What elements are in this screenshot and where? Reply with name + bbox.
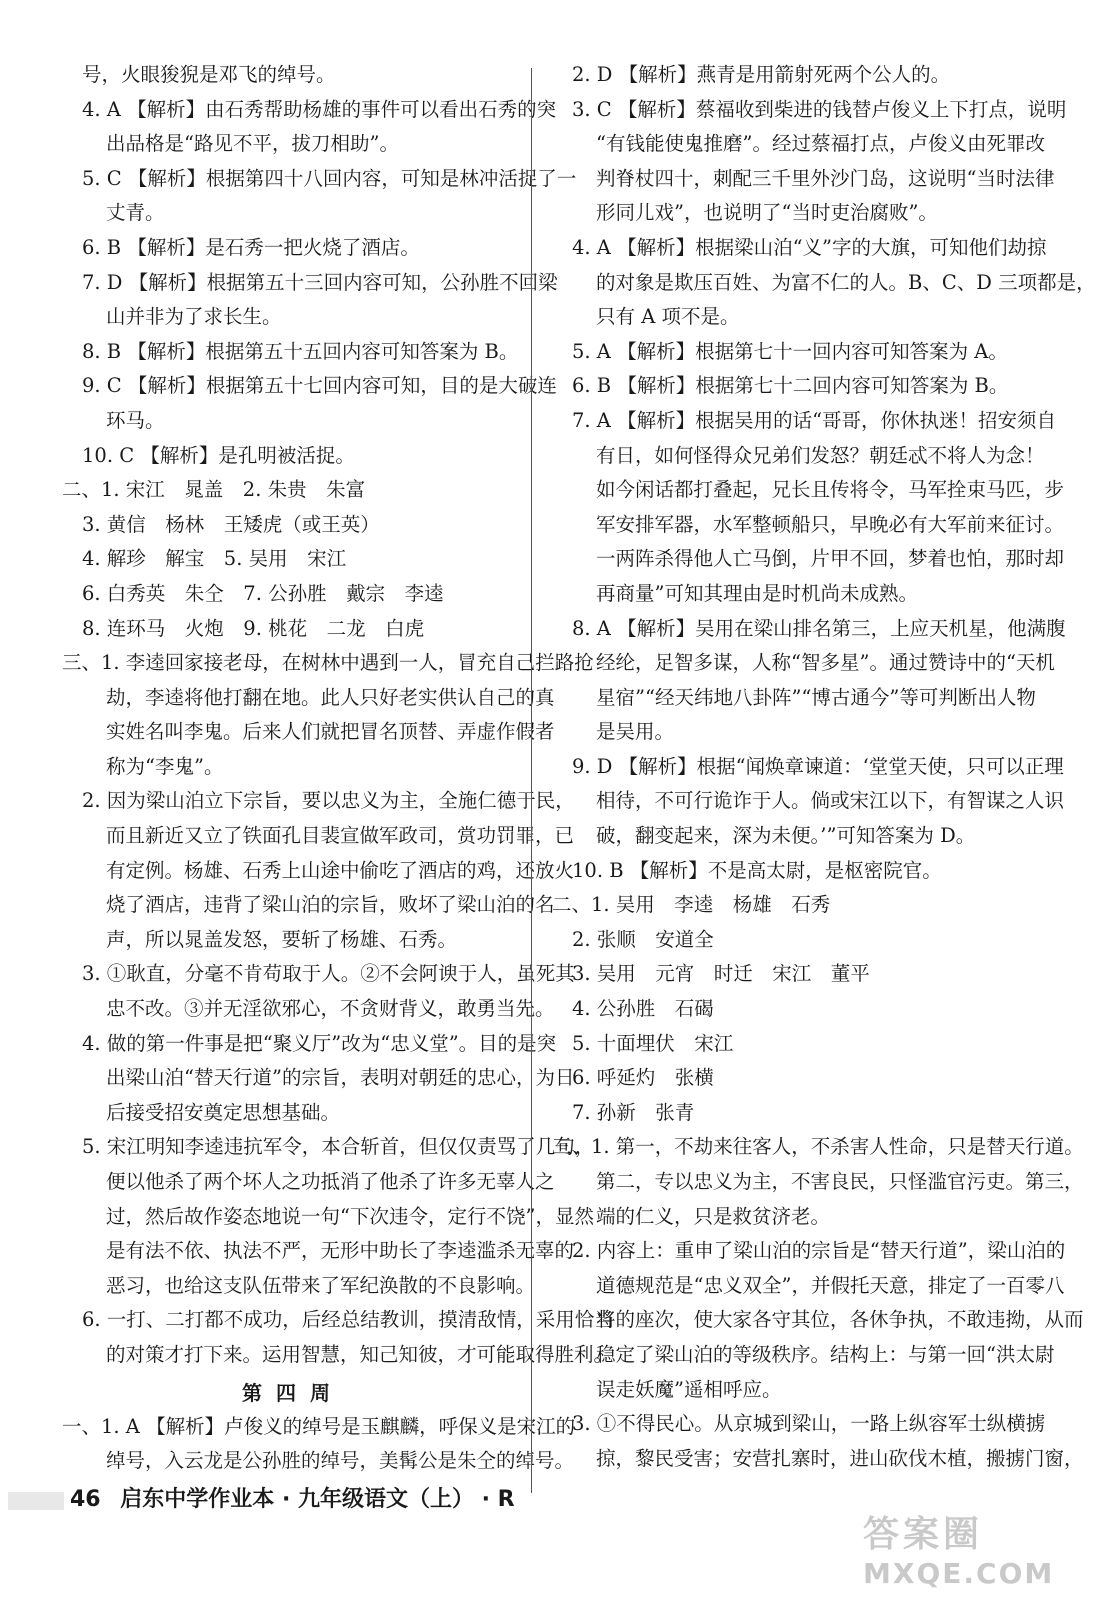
- text-line: 9. C 【解析】根据第五十七回内容可知，目的是大破连: [82, 374, 557, 398]
- watermark-bottom: MXQE.COM: [863, 1557, 1055, 1590]
- text-line: 丈青。: [106, 201, 165, 225]
- text-line: 三、1. 第一，不劫来往客人，不杀害人性命，只是替天行道。: [552, 1135, 1084, 1159]
- page-number: 46: [70, 1487, 101, 1512]
- text-line: 劫，李逵将他打翻在地。此人只好老实供认自己的真: [106, 685, 555, 709]
- text-line: 4. A 【解析】根据梁山泊“义”字的大旗，可知他们劫掠: [572, 235, 1047, 259]
- text-line: 8. B 【解析】根据第五十五回内容可知答案为 B。: [82, 339, 519, 363]
- text-line: 军安排军器，水军整顿船只，早晚必有大军前来征讨。: [596, 512, 1065, 536]
- text-line: 2. 因为梁山泊立下宗旨，要以忠义为主，全施仁德于民，: [82, 789, 575, 813]
- text-line: 掠，黎民受害；安营扎寨时，进山砍伐木植，搬掳门窗，: [596, 1446, 1084, 1470]
- text-line: 2. 张顺 安道全: [572, 927, 714, 951]
- watermark-logo: [863, 1506, 1055, 1594]
- text-line: 再商量”可知其理由是时机尚未成熟。: [596, 581, 918, 605]
- text-line: 山并非为了求长生。: [106, 305, 282, 329]
- text-line: 5. C 【解析】根据第四十八回内容，可知是林冲活捉了一: [82, 166, 577, 190]
- text-line: 绰号，入云龙是公孙胜的绰号，美髯公是朱仝的绰号。: [106, 1449, 575, 1473]
- text-line: 7. A 【解析】根据吴用的话“哥哥，你休执迷！招安须自: [572, 408, 1057, 432]
- text-line: 4. 解珍 解宝 5. 吴用 宋江: [82, 547, 347, 571]
- text-line: 6. 白秀英 朱仝 7. 公孙胜 戴宗 李逵: [82, 581, 444, 605]
- column-divider: [531, 68, 532, 1493]
- text-line: 7. D 【解析】根据第五十三回内容可知，公孙胜不回梁: [82, 270, 558, 294]
- text-line: 6. B 【解析】根据第七十二回内容可知答案为 B。: [572, 374, 1009, 398]
- text-line: 恶习，也给这支队伍带来了军纪涣散的不良影响。: [106, 1273, 536, 1297]
- text-line: 一两阵杀得他人亡马倒，片甲不回，梦着也怕，那时却: [596, 547, 1065, 571]
- section-heading: 第四周: [242, 1380, 344, 1405]
- text-line: 如今闲话都打叠起，兄长且传将令，马军拴束马匹，步: [596, 478, 1065, 502]
- text-line: 2. D 【解析】燕青是用箭射死两个公人的。: [572, 63, 951, 86]
- text-line: 3. C 【解析】蔡福收到柴进的钱替卢俊义上下打点，说明: [572, 97, 1067, 121]
- text-line: 号，火眼狻猊是邓飞的绰号。: [82, 63, 336, 86]
- watermark-top: 答案圈: [863, 1514, 984, 1555]
- text-line: 的对策才打下来。运用智慧，知己知彼，才可能取得胜利。: [106, 1342, 614, 1366]
- text-line: 误走妖魔”遥相呼应。: [596, 1377, 782, 1401]
- text-line: 只有 A 项不是。: [596, 305, 740, 329]
- text-line: 破，翻变起来，深为未便。’”可知答案为 D。: [596, 824, 976, 848]
- text-line: 将的座次，使大家各守其位，各休争执，不敢违拗，从而: [596, 1308, 1084, 1332]
- text-line: 的对象是欺压百姓、为富不仁的人。B、C、D 三项都是，: [596, 270, 1096, 294]
- text-line: 3. ①不得民心。从京城到梁山，一路上纵容军士纵横掳: [572, 1412, 1046, 1436]
- text-line: 一、1. A 【解析】卢俊义的绰号是玉麒麟，呼保义是宋江的: [62, 1414, 576, 1438]
- text-line: 4. 做的第一件事是把“聚义厅”改为“忠义堂”。目的是突: [82, 1031, 557, 1055]
- text-line: 5. 宋江明知李逵违抗军令，本合斩首，但仅仅责骂了几句，: [82, 1135, 595, 1159]
- text-line: 便以他杀了两个坏人之功抵消了他杀了许多无辜人之: [106, 1170, 555, 1193]
- text-line: 9. D 【解析】根据“闻焕章谏道：‘堂堂天使，只可以正理: [572, 754, 1064, 778]
- text-line: 烧了酒店，违背了梁山泊的宗旨，败坏了梁山泊的名: [106, 893, 555, 917]
- footer-bar: [8, 1492, 64, 1510]
- right-column: [552, 58, 1096, 1476]
- text-line: 有定例。杨雄、石秀上山途中偷吃了酒店的鸡，还放火: [106, 858, 575, 882]
- text-line: 二、1. 吴用 李逵 杨雄 石秀: [552, 893, 831, 917]
- text-line: 8. A 【解析】吴用在梁山排名第三，上应天机星，他满腹: [572, 616, 1066, 640]
- text-line: 稳定了梁山泊的等级秩序。结构上：与第一回“洪太尉: [596, 1342, 1055, 1366]
- text-line: 环马。: [106, 408, 165, 432]
- text-line: “有钱能使鬼推磨”。经过蔡福打点，卢俊义由死罪改: [596, 132, 1045, 156]
- text-line: 星宿”“经天纬地八卦阵”“博古通今”等可判断出人物: [596, 685, 1036, 709]
- text-line: 3. 黄信 杨林 王矮虎（或王英）: [82, 512, 380, 536]
- text-line: 实姓名叫李鬼。后来人们就把冒名顶替、弄虚作假者: [106, 720, 555, 744]
- text-line: 有日，如何怪得众兄弟们发怒？朝廷忒不将人为念！: [596, 443, 1045, 467]
- text-line: 而且新近又立了铁面孔目裴宣做军政司，赏功罚罪，已: [106, 824, 575, 848]
- text-line: 经纶，足智多谋，人称“智多星”。通过赞诗中的“天机: [596, 651, 1055, 675]
- text-line: 判脊杖四十，刺配三千里外沙门岛，这说明“当时法律: [596, 166, 1055, 190]
- text-line: 后接受招安奠定思想基础。: [106, 1100, 341, 1124]
- text-line: 3. 吴用 元宵 时迁 宋江 董平: [572, 962, 870, 986]
- text-line: 过，然后故作姿态地说一句“下次违令，定行不饶”，显然: [106, 1204, 594, 1228]
- book-title: 启东中学作业本 · 九年级语文（上） · R: [120, 1487, 515, 1512]
- text-line: 3. ①耿直，分毫不肯苟取于人。②不会阿谀于人，虽死其: [82, 962, 575, 986]
- text-line: 出品格是“路见不平，拔刀相助”。: [106, 132, 399, 156]
- text-line: 出梁山泊“替天行道”的宗旨，表明对朝廷的忠心，为日: [106, 1066, 575, 1090]
- text-line: 2. 内容上：重申了梁山泊的宗旨是“替天行道”，梁山泊的: [572, 1239, 1066, 1263]
- text-line: 是有法不依、执法不严，无形中助长了李逵滥杀无辜的: [106, 1239, 575, 1263]
- text-line: 相待，不可行诡诈于人。倘或宋江以下，有智谋之人识: [596, 789, 1065, 813]
- footer-text: [70, 1482, 515, 1518]
- text-line: 6. 呼延灼 张横: [572, 1066, 714, 1090]
- text-line: 三、1. 李逵回家接老母，在树林中遇到一人，冒充自己拦路抢: [62, 651, 594, 675]
- text-line: 端的仁义，只是救贫济老。: [596, 1204, 831, 1228]
- text-line: 二、1. 宋江 晁盖 2. 朱贵 朱富: [62, 478, 366, 502]
- text-line: 5. 十面埋伏 宋江: [572, 1031, 734, 1055]
- left-column: [62, 58, 614, 1479]
- text-line: 6. 一打、二打都不成功，后经总结教训，摸清敌情，采用恰当: [82, 1308, 614, 1332]
- text-line: 道德规范是“忠义双全”，并假托天意，排定了一百零八: [596, 1273, 1065, 1297]
- text-line: 是吴用。: [596, 720, 675, 744]
- text-line: 忠不改。③并无淫欲邪心，不贪财背义，敢勇当先。: [106, 997, 555, 1021]
- text-line: 5. A 【解析】根据第七十一回内容可知答案为 A。: [572, 339, 1008, 363]
- text-line: 10. B 【解析】不是高太尉，是枢密院官。: [572, 858, 942, 882]
- text-line: 8. 连环马 火炮 9. 桃花 二龙 白虎: [82, 616, 425, 640]
- text-line: 形同儿戏”，也说明了“当时吏治腐败”。: [596, 201, 938, 225]
- text-line: 10. C 【解析】是孔明被活捉。: [82, 443, 355, 467]
- text-line: 7. 孙新 张青: [572, 1100, 695, 1124]
- text-line: 第二，专以忠义为主，不害良民，只怪滥官污吏。第三，: [596, 1170, 1084, 1193]
- text-line: 6. B 【解析】是石秀一把火烧了酒店。: [82, 235, 420, 259]
- text-line: 4. A 【解析】由石秀帮助杨雄的事件可以看出石秀的突: [82, 97, 557, 121]
- text-line: 称为“李鬼”。: [106, 754, 224, 778]
- text-line: 声，所以晁盖发怒，要斩了杨雄、石秀。: [106, 927, 458, 951]
- text-line: 4. 公孙胜 石碣: [572, 997, 714, 1021]
